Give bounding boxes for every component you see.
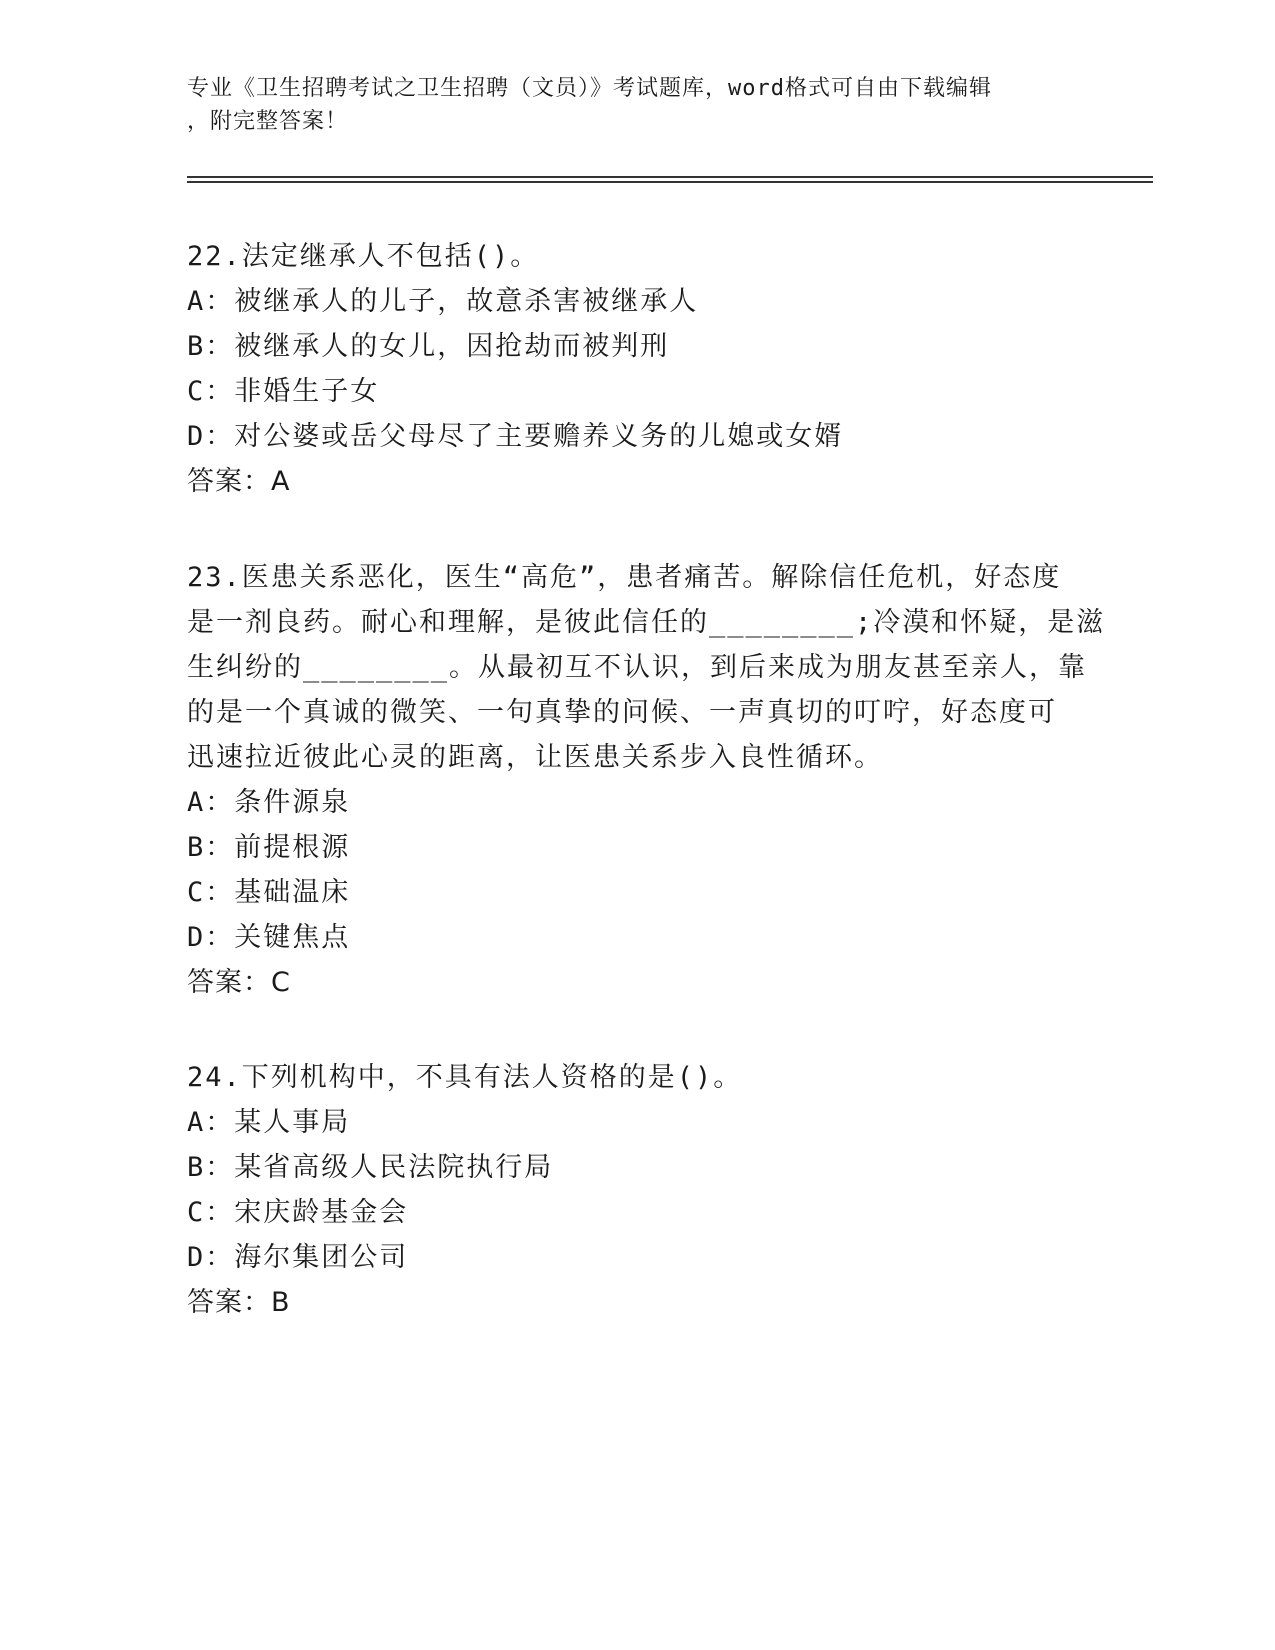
question-stem-line: 是一剂良药。耐心和理解，是彼此信任的________;冷漠和怀疑，是滋 [187,607,1106,638]
question-22 [187,234,1087,504]
document-header [187,72,1087,138]
question-stem-line: 23.医患关系恶化，医生“高危”，患者痛苦。解除信任危机，好态度 [187,562,1062,593]
option-c: C：宋庆龄基金会 [187,1197,409,1228]
header-line-2: ，附完整答案！ [187,109,349,134]
option-b: B：被继承人的女儿，因抢劫而被判刑 [187,331,670,362]
option-a: A：被继承人的儿子，故意杀害被继承人 [187,286,699,317]
header-line-1: 专业《卫生招聘考试之卫生招聘（文员）》考试题库，word格式可自由下载编辑 [187,76,992,101]
question-24 [187,1055,1087,1325]
option-d: D：对公婆或岳父母尽了主要赡养义务的儿媳或女婿 [187,421,844,452]
answer: 答案：B [187,1287,291,1318]
answer: 答案：C [187,967,291,998]
option-a: A：条件源泉 [187,787,351,818]
question-stem-line: 的是一个真诚的微笑、一句真挚的问候、一声真切的叮咛，好态度可 [187,697,1057,728]
answer: 答案：A [187,466,291,497]
option-d: D：海尔集团公司 [187,1242,409,1273]
option-c: C：基础温床 [187,877,351,908]
question-stem-line: 迅速拉近彼此心灵的距离，让医患关系步入良性循环。 [187,742,883,773]
question-23 [187,555,1106,1005]
option-c: C：非婚生子女 [187,376,380,407]
option-b: B：前提根源 [187,832,351,863]
option-a: A：某人事局 [187,1107,351,1138]
question-stem: 22.法定继承人不包括()。 [187,241,540,272]
question-stem: 24.下列机构中，不具有法人资格的是()。 [187,1062,743,1093]
option-d: D：关键焦点 [187,922,351,953]
header-divider-bottom [187,181,1153,183]
option-b: B：某省高级人民法院执行局 [187,1152,554,1183]
header-divider-top [187,176,1153,178]
question-stem-line: 生纠纷的________。从最初互不认识，到后来成为朋友甚至亲人，靠 [187,652,1088,683]
